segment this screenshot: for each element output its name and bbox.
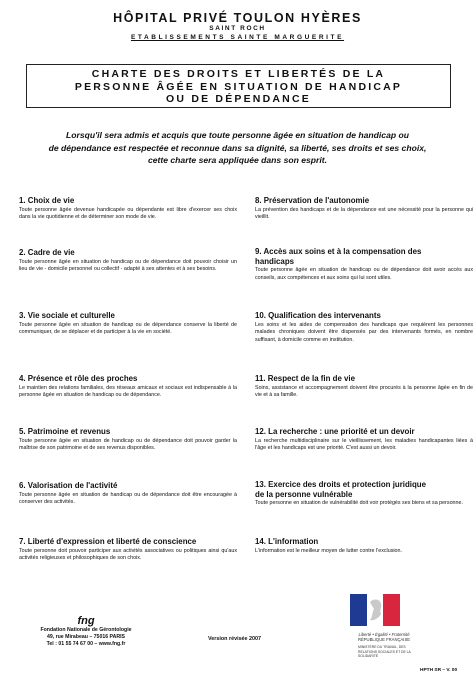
charter-article bbox=[255, 537, 473, 555]
article-text: Toute personne âgée en situation de handicap ou de dépendance doit pouvoir choisir un lieu de vie - domicile personnel ou collectif - adapté à ses attentes et à ses besoins. bbox=[19, 258, 237, 273]
article-title: 8. Préservation de l'autonomie bbox=[255, 196, 370, 205]
charter-article bbox=[255, 311, 473, 344]
marianne-flag-icon bbox=[350, 594, 400, 626]
article-text: Toute personne âgée devenue handicapée ou dépendante est libre d'exercer ses choix dans la vie quotidienne et de déterminer son mode de vie. bbox=[19, 206, 237, 221]
article-title: 5. Patrimoine et revenus bbox=[19, 427, 111, 436]
charter-intro bbox=[20, 129, 455, 167]
charter-article bbox=[19, 311, 237, 337]
article-title: 11. Respect de la fin de vie bbox=[255, 374, 355, 383]
hospital-establishment: ETABLISSEMENTS SAINTE MARGUERITE bbox=[130, 34, 345, 41]
article-title: 1. Choix de vie bbox=[19, 196, 75, 205]
article-title: 13. Exercice des droits et protection juridique bbox=[255, 480, 427, 489]
article-title: 2. Cadre de vie bbox=[19, 248, 75, 257]
article-title: 4. Présence et rôle des proches bbox=[19, 374, 138, 383]
hospital-name: HÔPITAL PRIVÉ TOULON HYÈRES bbox=[113, 11, 362, 25]
article-title-continued: de la personne vulnérable bbox=[255, 489, 353, 499]
charter-article bbox=[19, 196, 237, 222]
ministry-name: MINISTÈRE DU TRAVAIL, DES RELATIONS SOCIALES ET DE LA SOLIDARITÉ bbox=[358, 645, 411, 658]
article-text: L'information est le meilleur moyen de lutter contre l'exclusion. bbox=[255, 547, 402, 554]
intro-line: Lorsqu'il sera admis et acquis que toute personne âgée en situation de handicap ou bbox=[66, 130, 409, 140]
article-text: La recherche multidisciplinaire sur le vieillissement, les maladies handicapantes liées à l'âge et les handicaps est une priorité. C'est aussi un devoir. bbox=[255, 437, 473, 452]
document-header bbox=[0, 11, 475, 42]
article-text: Toute personne âgée en situation de handicap ou de dépendance doit pouvoir garder la maîtrise de son patrimoine et de ses revenus disponibles. bbox=[19, 437, 237, 452]
article-text: Toute personne âgée en situation de handicap ou de dépendance conserve la liberté de communiquer, de se déplacer et de participer à la vie en société. bbox=[19, 321, 237, 336]
charter-article bbox=[19, 248, 237, 274]
charter-title-line: PERSONNE ÂGÉE EN SITUATION DE HANDICAP bbox=[74, 80, 403, 93]
article-title-continued: handicaps bbox=[255, 256, 295, 266]
hospital-site: SAINT ROCH bbox=[209, 25, 266, 32]
article-title: 9. Accès aux soins et à la compensation des bbox=[255, 247, 422, 256]
intro-line: de dépendance est respectée et reconnue dans sa dignité, sa liberté, ses droits et ses choix, bbox=[48, 142, 427, 153]
ministry-logo bbox=[350, 594, 418, 666]
fng-logo: fng bbox=[77, 615, 95, 627]
article-text: Toute personne doit pouvoir participer aux activités associatives ou politiques ainsi qu'aux activités religieuses et philosophiques de son choix. bbox=[19, 547, 237, 562]
article-text: La prévention des handicaps et de la dépendance est une nécessité pour la personne qui vieillit. bbox=[255, 206, 473, 221]
article-title: 6. Valorisation de l'activité bbox=[19, 481, 118, 490]
charter-article bbox=[19, 537, 237, 563]
article-title: 14. L'information bbox=[255, 537, 319, 546]
article-title: 3. Vie sociale et culturelle bbox=[19, 311, 115, 320]
ministry-motto: Liberté • Égalité • Fraternité bbox=[358, 632, 410, 637]
charter-article bbox=[255, 247, 473, 282]
fng-contact: Tel : 01 55 74 67 00 – www.fng.fr bbox=[46, 641, 126, 648]
article-text: Les soins et les aides de compensation des handicaps que requièrent les personnes malades chroniques doivent être dispensés par des intervenants formés, en nombre suffisant, à domicile comme en institution. bbox=[255, 321, 473, 343]
article-text: Toute personne en situation de vulnérabilité doit voir protégés ses biens et sa personne. bbox=[255, 500, 463, 506]
charter-article bbox=[255, 374, 473, 400]
fng-name: Fondation Nationale de Gérontologie bbox=[40, 627, 132, 633]
charter-article bbox=[19, 374, 237, 400]
fng-block bbox=[0, 615, 172, 649]
charter-article bbox=[19, 427, 237, 453]
ministry-republic: RÉPUBLIQUE FRANÇAISE bbox=[357, 637, 411, 643]
charter-title-box bbox=[26, 64, 451, 108]
intro-line: cette charte sera appliquée dans son esprit. bbox=[147, 155, 328, 165]
charter-title-line: CHARTE DES DROITS ET LIBERTÉS DE LA bbox=[91, 68, 386, 80]
article-title: 10. Qualification des intervenants bbox=[255, 311, 381, 320]
article-title: 7. Liberté d'expression et liberté de conscience bbox=[19, 537, 197, 546]
charter-article bbox=[255, 480, 473, 508]
version-label: Version révisée 2007 bbox=[208, 636, 262, 642]
charter-article bbox=[255, 427, 473, 453]
article-text: Toute personne âgée en situation de handicap ou de dépendance doit être encouragée à conserver des activités. bbox=[19, 491, 237, 506]
article-text: Soins, assistance et accompagnement doivent être procurés à la personne âgée en fin de vie et à sa famille. bbox=[255, 384, 473, 399]
charter-article bbox=[19, 481, 237, 507]
charter-title-line: OU DE DÉPENDANCE bbox=[166, 93, 311, 105]
document-code: HPTH SR – V. 00 bbox=[420, 668, 458, 673]
article-text: Le maintien des relations familiales, des réseaux amicaux et sociaux est indispensable à la personne âgée en situation de handicap ou de dépendance. bbox=[19, 384, 237, 399]
charter-article bbox=[255, 196, 473, 222]
article-text: Toute personne âgée en situation de handicap ou de dépendance doit avoir accès aux conseils, aux compétences et aux soins qui lui sont utiles. bbox=[255, 267, 473, 281]
fng-address: 49, rue Mirabeau – 75016 PARIS bbox=[46, 634, 126, 641]
article-title: 12. La recherche : une priorité et un devoir bbox=[255, 427, 415, 436]
